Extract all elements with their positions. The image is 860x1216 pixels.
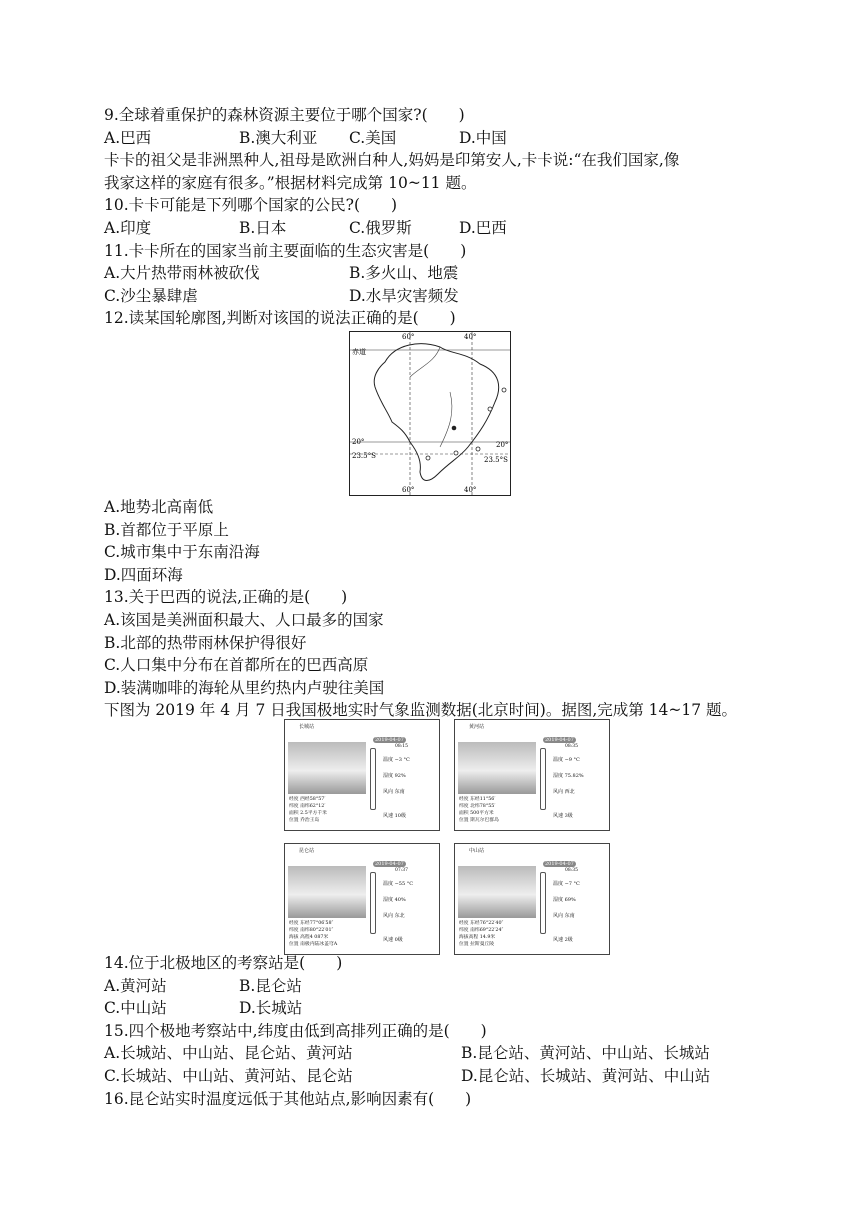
option-d: D.长城站 — [239, 999, 303, 1018]
city-marker — [426, 456, 430, 460]
options-row — [104, 262, 764, 285]
question-12-13 — [104, 496, 764, 722]
question-stem: 14.位于北极地区的考察站是( ) — [104, 954, 343, 972]
station-date: 2019-04-07 — [375, 861, 404, 867]
option-a: A.大片热带雨林被砍伐 — [104, 264, 260, 283]
station-wind-speed: 风速 10级 — [383, 813, 406, 819]
station-name: 长城站 — [299, 724, 315, 730]
question-stem: 10.卡卡可能是下列哪个国家的公民?( ) — [104, 196, 398, 215]
option-b: B.澳大利亚 — [239, 128, 318, 147]
station-time: 08:35 — [565, 744, 578, 749]
capital-marker — [452, 426, 457, 431]
map-svg — [350, 332, 510, 495]
options-row — [104, 1065, 764, 1088]
option-b: B.昆仑站、黄河站、中山站、长城站 — [461, 1044, 710, 1063]
option-d: D.四面环海 — [104, 565, 183, 584]
question-stem: 12.读某国轮廓图,判断对该国的说法正确的是( ) — [104, 309, 456, 328]
map-label-lon40-bottom: 40° — [464, 486, 477, 494]
station-time: 08:35 — [565, 868, 578, 873]
question-9 — [104, 104, 764, 330]
options-row — [104, 285, 764, 308]
map-label-lat20-right: 20° — [496, 441, 509, 449]
option-d: D.巴西 — [459, 218, 507, 237]
station-card — [454, 719, 610, 831]
station-photo — [288, 742, 366, 794]
options-row — [104, 1042, 764, 1065]
option-c: C.沙尘暴肆虐 — [104, 286, 198, 305]
station-info: 经度 西经58°57′ 纬度 南纬62°12′ 面积 2.5平方千米 位置 乔治王岛 — [289, 797, 327, 823]
station-date: 2019-04-07 — [545, 861, 574, 867]
options-row — [104, 127, 764, 150]
option-c: C.美国 — [349, 128, 397, 147]
station-wind-dir: 风向 东南 — [383, 789, 405, 795]
option-a: A.该国是美洲面积最大、人口最多的国家 — [104, 610, 384, 629]
station-humidity: 湿度 40% — [383, 897, 406, 903]
option-d: D.中国 — [459, 128, 507, 147]
station-info: 经度 东经76°22′40″ 纬度 南纬69°22′24″ 海拔高程 14.9米 位置 拉斯曼丘陵 — [459, 921, 504, 947]
station-temp: 温度 −55 °C — [383, 881, 414, 887]
city-marker — [476, 447, 480, 451]
option-d: D.装满咖啡的海轮从里约热内卢驶往美国 — [104, 678, 385, 697]
station-photo — [458, 866, 536, 918]
option-c: C.中山站 — [104, 999, 167, 1018]
station-name: 昆仑站 — [299, 848, 315, 854]
station-photo — [458, 742, 536, 794]
option-a: A.地势北高南低 — [104, 498, 214, 516]
map-label-equator: 赤道 — [352, 348, 366, 356]
option-c: C.人口集中分布在首都所在的巴西高原 — [104, 656, 369, 675]
station-card — [284, 843, 440, 955]
station-card — [284, 719, 440, 831]
options-row — [104, 217, 764, 240]
map-label-lon60-top: 60° — [402, 333, 415, 341]
material-line: 我家这样的家庭有很多。”根据材料完成第 10~11 题。 — [104, 173, 477, 192]
station-humidity: 湿度 75.82% — [553, 773, 584, 779]
station-wind-dir: 风向 东北 — [383, 913, 405, 919]
station-name: 黄河站 — [469, 724, 485, 730]
options-row — [104, 975, 764, 998]
option-a: A.巴西 — [104, 128, 152, 147]
station-date: 2019-04-07 — [545, 737, 574, 743]
option-a: A.印度 — [104, 218, 152, 237]
city-marker — [454, 451, 458, 455]
country-outline-map — [349, 331, 511, 496]
option-c: C.俄罗斯 — [349, 218, 412, 237]
station-wind-speed: 风速 2级 — [553, 937, 573, 943]
question-stem: 11.卡卡所在的国家当前主要面临的生态灾害是( ) — [104, 241, 467, 260]
option-b: B.首都位于平原上 — [104, 520, 229, 539]
option-b: B.昆仑站 — [239, 976, 302, 995]
city-marker — [502, 388, 506, 392]
station-time: 07:37 — [395, 868, 408, 873]
option-a: A.长城站、中山站、昆仑站、黄河站 — [104, 1044, 353, 1063]
station-temp: 温度 −3 °C — [383, 757, 410, 763]
option-d: D.昆仑站、长城站、黄河站、中山站 — [461, 1066, 711, 1085]
material-line: 下图为 2019 年 4 月 7 日我国极地实时气象监测数据(北京时间)。据图,完成第 14~17 题。 — [104, 701, 738, 720]
material-line: 卡卡的祖父是非洲黑种人,祖母是欧洲白种人,妈妈是印第安人,卡卡说:“在我们国家,像 — [104, 151, 680, 170]
thermometer-icon — [370, 748, 376, 810]
station-card — [454, 843, 610, 955]
thermometer-icon — [540, 872, 546, 934]
option-b: B.北部的热带雨林保护得很好 — [104, 633, 307, 652]
city-marker — [488, 407, 492, 411]
station-wind-dir: 风向 东南 — [553, 913, 575, 919]
station-date: 2019-04-07 — [375, 737, 404, 743]
question-stem: 9.全球着重保护的森林资源主要位于哪个国家?( ) — [104, 106, 465, 124]
station-temp: 温度 −9 °C — [553, 757, 580, 763]
map-label-lon60-bottom: 60° — [402, 486, 415, 494]
station-info: 经度 东经11°56′ 纬度 北纬78°55′ 面积 500平方米 位置 斯瓦尔巴群岛 — [459, 797, 499, 823]
question-stem: 16.昆仑站实时温度远低于其他站点,影响因素有( ) — [104, 1089, 472, 1108]
question-14-16 — [104, 952, 764, 1110]
station-wind-speed: 风速 0级 — [383, 937, 403, 943]
option-a: A.黄河站 — [104, 976, 167, 995]
option-b: B.日本 — [239, 218, 287, 237]
station-temp: 温度 −7 °C — [553, 881, 580, 887]
station-photo — [288, 866, 366, 918]
map-label-tropic-right: 23.5°S — [484, 456, 508, 464]
station-info: 经度 东经77°06′58″ 纬度 南纬80°22′01″ 海拔 高程4 087米 位置 南极内陆冰盖穹A — [289, 921, 338, 947]
thermometer-icon — [540, 748, 546, 810]
station-wind-speed: 风速 3级 — [553, 813, 573, 819]
station-name: 中山站 — [469, 848, 485, 854]
option-c: C.长城站、中山站、黄河站、昆仑站 — [104, 1066, 353, 1085]
station-time: 08:15 — [395, 744, 408, 749]
question-stem: 13.关于巴西的说法,正确的是( ) — [104, 588, 348, 607]
station-humidity: 湿度 92% — [383, 773, 406, 779]
station-wind-dir: 风向 西北 — [553, 789, 575, 795]
station-humidity: 湿度 69% — [553, 897, 576, 903]
map-label-lon40-top: 40° — [464, 333, 477, 341]
option-c: C.城市集中于东南沿海 — [104, 543, 260, 562]
map-label-lat20-left: 20° — [352, 438, 365, 446]
option-d: D.水旱灾害频发 — [349, 286, 459, 305]
question-stem: 15.四个极地考察站中,纬度由低到高排列正确的是( ) — [104, 1021, 487, 1040]
option-b: B.多火山、地震 — [349, 264, 459, 283]
thermometer-icon — [370, 872, 376, 934]
options-row — [104, 997, 764, 1020]
map-label-tropic-left: 23.5°S — [352, 452, 376, 460]
